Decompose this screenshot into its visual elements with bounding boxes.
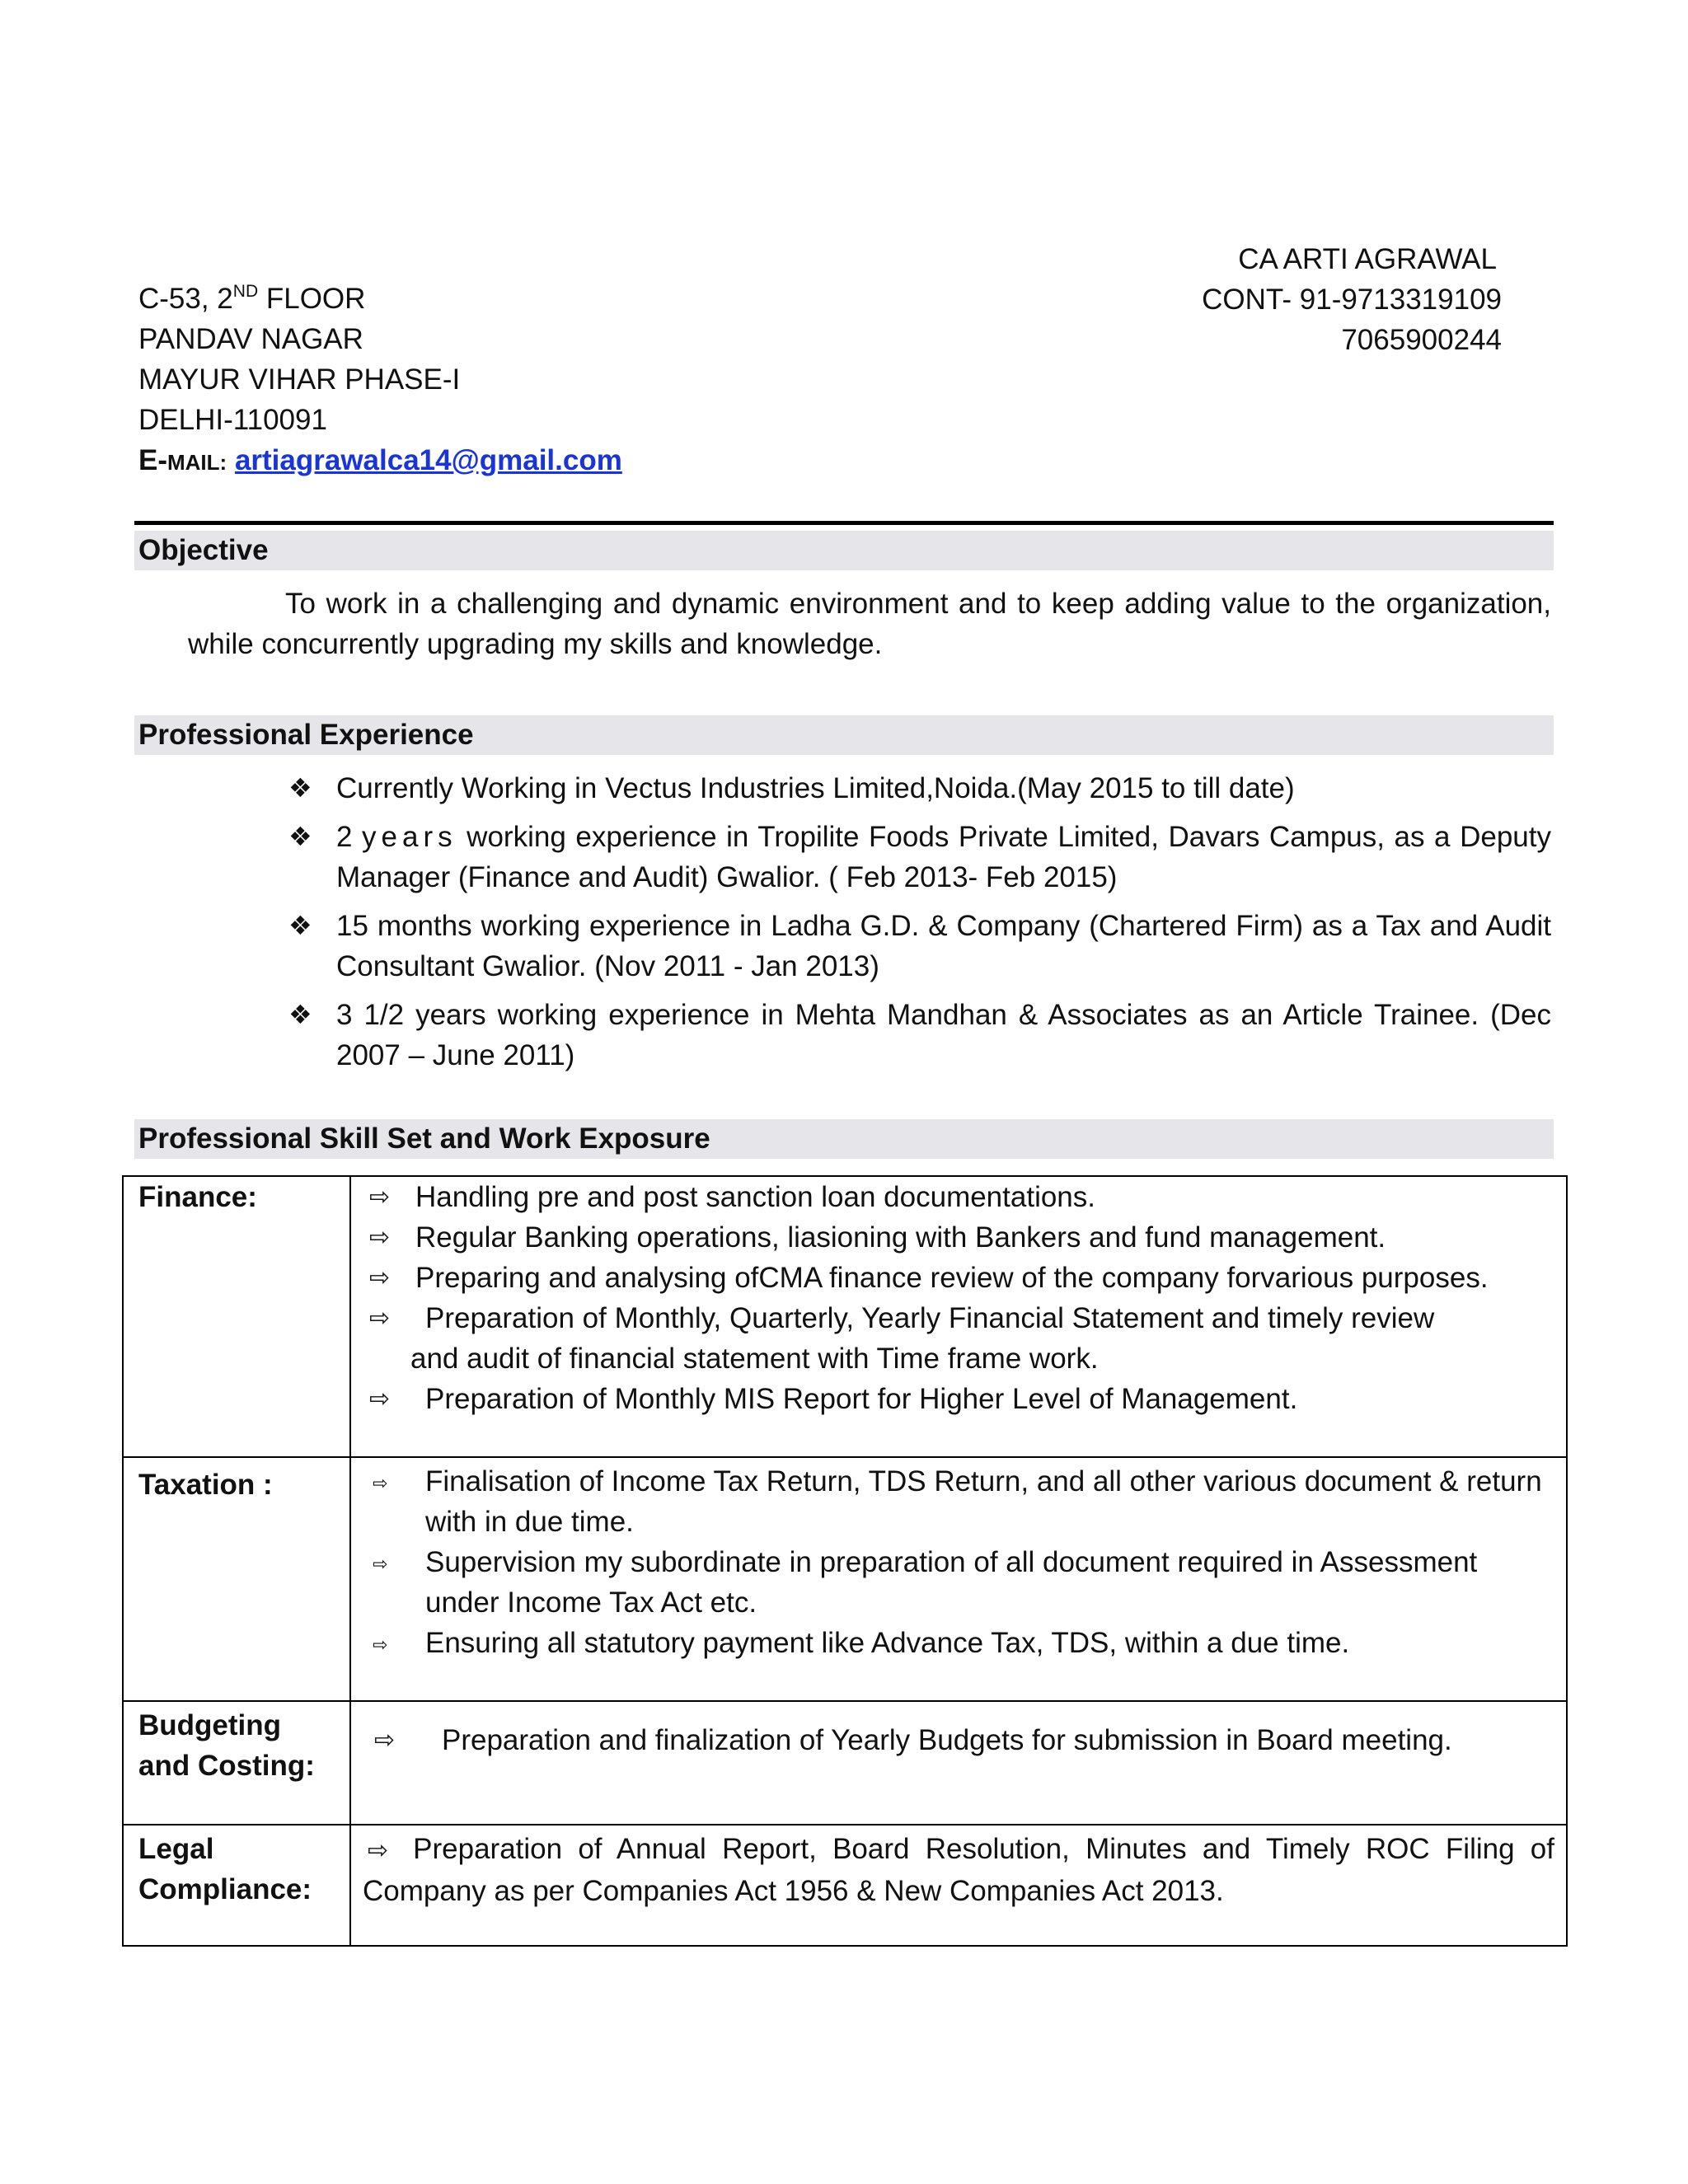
- finance-label: Finance:: [123, 1176, 350, 1457]
- objective-heading: Objective: [134, 531, 1554, 570]
- list-item: ⇨ Finalisation of Income Tax Return, TDS Return, and all other various document & return with in due time.: [351, 1461, 1566, 1542]
- diamond-bullet-icon: ❖: [288, 773, 312, 803]
- experience-item: ❖ Currently Working in Vectus Industries Limited,Noida.(May 2015 to till date): [288, 768, 1551, 808]
- objective-text: To work in a challenging and dynamic environment and to keep adding value to the organization, while concurrently upgrading my skills and knowledge.: [188, 588, 1551, 660]
- email-link[interactable]: artiagrawalca14@gmail.com: [234, 444, 622, 476]
- experience-list: [288, 768, 1551, 1084]
- experience-item: ❖ 15 months working experience in Ladha G.D. & Company (Chartered Firm) as a Tax and Audit Consultant Gwalior. (Nov 2011 - Jan 2013): [288, 906, 1551, 987]
- legal-text: ⇨ Preparation of Annual Report, Board Resolution, Minutes and Timely ROC Filing of Company as per Companies Act 1956 & New Companies Act 2013.: [351, 1825, 1566, 1911]
- taxation-row: [123, 1457, 1567, 1701]
- diamond-bullet-icon: ❖: [288, 911, 312, 940]
- legal-content: [350, 1825, 1567, 1946]
- arrow-right-icon: ⇨: [369, 1224, 391, 1251]
- finance-row: [123, 1176, 1567, 1457]
- address-line-4: DELHI-110091: [138, 404, 327, 436]
- legal-row: [123, 1825, 1567, 1946]
- budgeting-label: Budgeting and Costing:: [123, 1701, 350, 1825]
- finance-content: [350, 1176, 1567, 1457]
- address-block: [138, 279, 622, 483]
- arrow-right-icon: ⇨: [369, 1385, 391, 1413]
- list-item: ⇨ Ensuring all statutory payment like Advance Tax, TDS, within a due time.: [351, 1623, 1566, 1663]
- list-item: ⇨ Preparing and analysing ofCMA finance review of the company forvarious purposes.: [351, 1258, 1566, 1298]
- budgeting-list: [351, 1702, 1566, 1760]
- address-line-1: C-53, 2ND FLOOR: [138, 282, 366, 315]
- list-item: ⇨ Preparation and finalization of Yearly Budgets for submission in Board meeting.: [351, 1720, 1566, 1760]
- skills-table: [122, 1175, 1568, 1947]
- arrow-right-icon: ⇨: [369, 1264, 391, 1291]
- list-item: ⇨ Preparation of Monthly, Quarterly, Yearly Financial Statement and timely review and audit of financial statement with Time frame work.: [351, 1298, 1566, 1379]
- email-line: [138, 440, 622, 483]
- experience-heading: Professional Experience: [134, 715, 1554, 755]
- arrow-right-icon: ⇨: [373, 1554, 388, 1574]
- list-item: ⇨ Regular Banking operations, liasioning with Bankers and fund management.: [351, 1217, 1566, 1258]
- arrow-right-icon: ⇨: [373, 1634, 388, 1655]
- taxation-label: Taxation :: [123, 1457, 350, 1701]
- contact-block: [1202, 239, 1502, 360]
- arrow-right-icon: ⇨: [373, 1473, 388, 1493]
- contact-phone-1: CONT- 91-9713319109: [1202, 284, 1502, 316]
- candidate-name: CA ARTI AGRAWAL: [1238, 243, 1497, 275]
- list-item: ⇨ Preparation of Monthly MIS Report for Higher Level of Management.: [351, 1379, 1566, 1419]
- legal-label: Legal Compliance:: [123, 1825, 350, 1946]
- arrow-right-icon: ⇨: [374, 1727, 396, 1754]
- budgeting-row: [123, 1701, 1567, 1825]
- email-label: E-MAIL:: [138, 444, 227, 476]
- arrow-right-icon: ⇨: [368, 1837, 389, 1864]
- arrow-right-icon: ⇨: [369, 1305, 391, 1332]
- address-line-2: PANDAV NAGAR: [138, 323, 363, 355]
- list-item: ⇨ Handling pre and post sanction loan documentations.: [351, 1177, 1566, 1217]
- list-item: ⇨ Supervision my subordinate in preparation of all document required in Assessment under Income Tax Act etc.: [351, 1542, 1566, 1623]
- address-line-3: MAYUR VIHAR PHASE-I: [138, 363, 461, 396]
- taxation-list: [351, 1458, 1566, 1663]
- experience-item: ❖ 2 years working experience in Tropilite Foods Private Limited, Davars Campus, as a Deputy Manager (Finance and Audit) Gwalior. ( Feb 2013- Feb 2015): [288, 817, 1551, 898]
- arrow-right-icon: ⇨: [369, 1183, 391, 1211]
- diamond-bullet-icon: ❖: [288, 822, 312, 851]
- budgeting-content: [350, 1701, 1567, 1825]
- contact-phone-2: 7065900244: [1341, 324, 1502, 356]
- header-divider: [134, 521, 1554, 525]
- finance-list: [351, 1177, 1566, 1419]
- skills-heading: Professional Skill Set and Work Exposure: [134, 1119, 1554, 1159]
- taxation-content: [350, 1457, 1567, 1701]
- experience-item: ❖ 3 1/2 years working experience in Mehta Mandhan & Associates as an Article Trainee. (Dec 2007 – June 2011): [288, 995, 1551, 1076]
- diamond-bullet-icon: ❖: [288, 1000, 312, 1029]
